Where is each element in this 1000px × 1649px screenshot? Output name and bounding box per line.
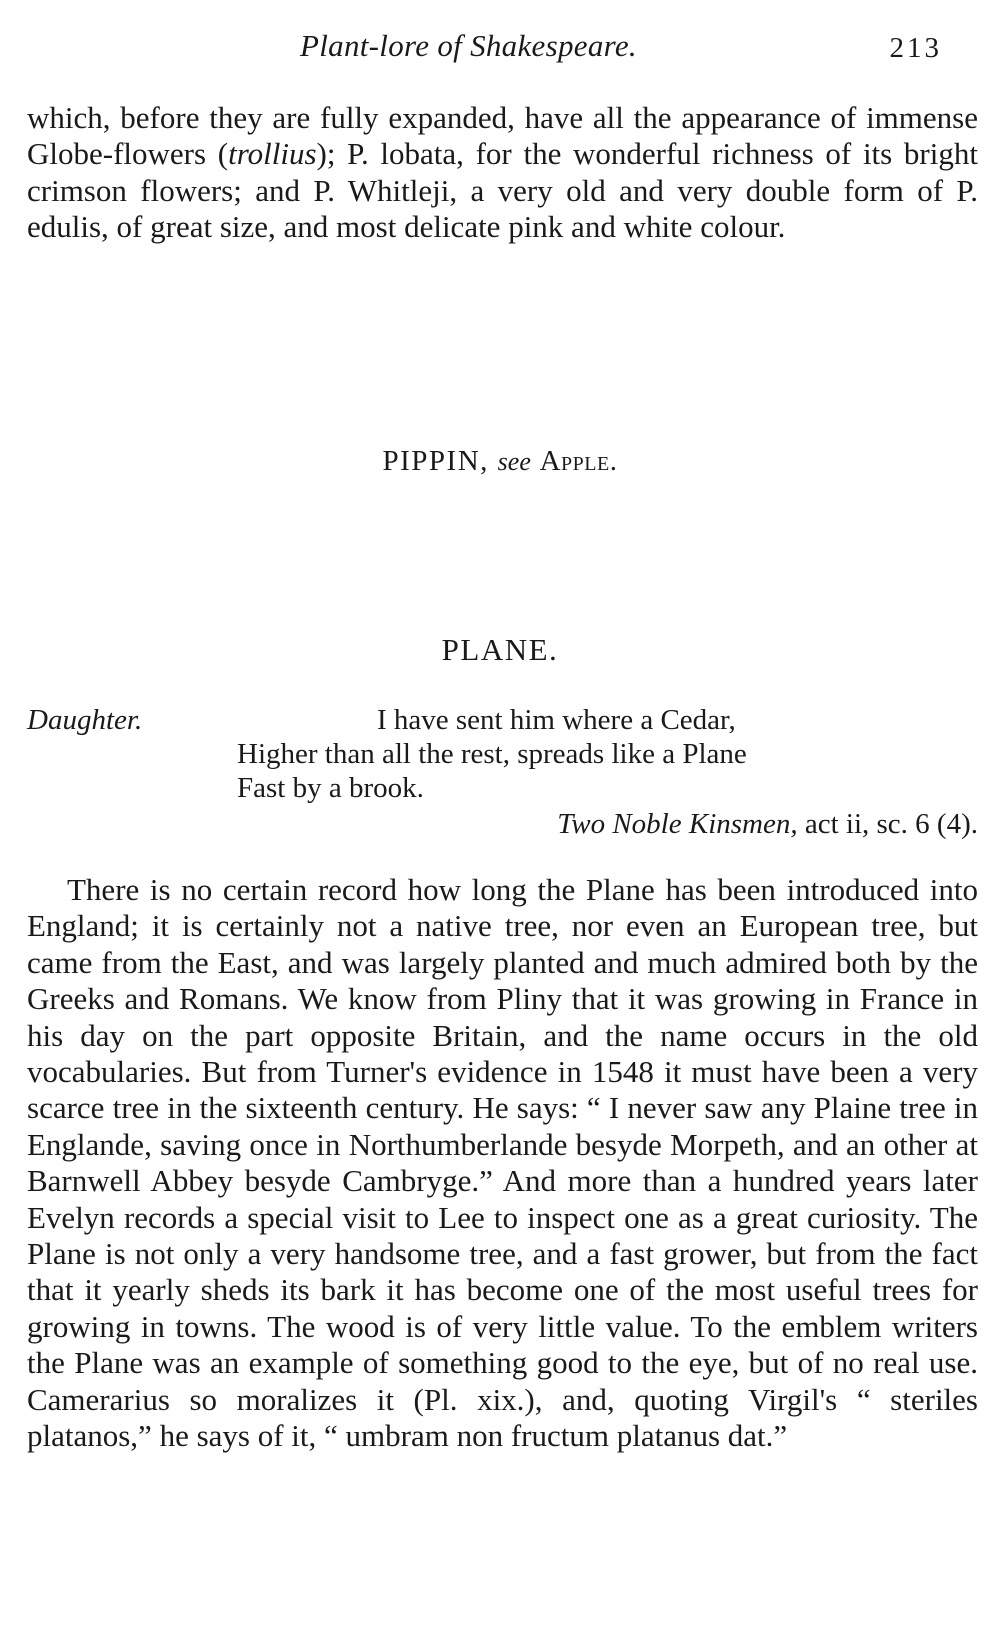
quote-line-1: I have sent him where a Cedar, bbox=[377, 704, 736, 736]
quote-line-3: Fast by a brook. bbox=[237, 772, 424, 804]
plane-heading: PLANE. bbox=[441, 632, 559, 667]
quote-reference: act ii, sc. 6 (4). bbox=[804, 808, 978, 840]
intro-paragraph bbox=[27, 100, 978, 245]
pippin-heading-see: see bbox=[497, 447, 531, 476]
intro-italic-term: trollius bbox=[228, 136, 317, 172]
quote-work-title: Two Noble Kinsmen, bbox=[557, 808, 798, 840]
running-head bbox=[0, 22, 1000, 62]
quote-citation bbox=[557, 807, 978, 841]
running-title: Plant-lore of Shakespeare. bbox=[300, 28, 637, 63]
pippin-heading-word: PIPPIN, bbox=[382, 445, 489, 477]
quote-line-2: Higher than all the rest, spreads like a Plane bbox=[237, 738, 747, 770]
quote-speaker: Daughter. bbox=[27, 704, 143, 736]
pippin-heading bbox=[0, 445, 1000, 478]
intro-text-part1: which, before they are fully expanded, have all the appearance of immense Globe-flowers ( bbox=[27, 100, 978, 172]
plane-body-paragraph: There is no certain record how long the Plane has been introduced into England; it is certainly not a native tree, nor even an European tree, but came from the East, and was largely planted and much admired both by the Greeks and Romans. We know from Pliny that it was growing in France in his day on the part opposite Britain, and the name occurs in the old vocabularies. But from Turner's evidence in 1548 it must have been a very scarce tree in the sixteenth century. He says: “ I never saw any Plaine tree in Englande, saving once in Northumberlande besyde Morpeth, and an other at Barnwell Abbey besyde Cambryge.” And more than a hundred years later Evelyn records a special visit to Lee to inspect one as a great curiosity. The Plane is not only a very handsome tree, and a fast grower, but from the fact that it yearly sheds its bark it has become one of the most useful trees for growing in towns. The wood is of very little value. To the emblem writers the Plane was an example of something good to the eye, but of no real use. Camerarius so moralizes it (Pl. xix.), and, quoting Virgil's “ steriles platanos,” he says of it, “ umbram non fructum platanus dat.” bbox=[27, 872, 978, 1454]
page-number: 213 bbox=[889, 32, 942, 64]
intro-text-part2: ); P. lobata, for the wonderful richness of its bright crimson flowers; and P. Whitleji, a very old and very double form of P. edulis, of great size, and most delicate pink and white colour. bbox=[27, 136, 978, 244]
pippin-heading-ref: Apple. bbox=[539, 445, 618, 477]
